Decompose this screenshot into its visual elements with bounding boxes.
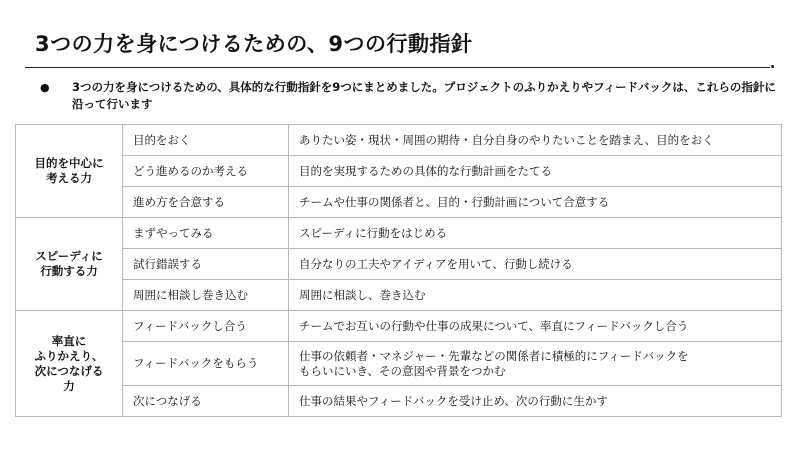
- table-row: [16, 218, 782, 249]
- action-cell: 進め方を合意する: [123, 187, 289, 218]
- divider-end-dot: [771, 65, 774, 68]
- description-cell: ありたい姿・現状・周囲の期待・自分自身のやりたいことを踏まえ、目的をおく: [289, 125, 782, 156]
- action-cell: 次につなげる: [123, 386, 289, 417]
- table-row: [16, 187, 782, 218]
- group-label-purpose: 目的を中心に 考える力: [16, 125, 123, 218]
- table-row: [16, 249, 782, 280]
- description-cell: チームや仕事の関係者と、目的・行動計画について合意する: [289, 187, 782, 218]
- description-cell: 仕事の依頼者・マネジャー・先輩などの関係者に積極的にフィードバックを もらいにいき、その意図や背景をつかむ: [289, 342, 782, 386]
- description-cell: 目的を実現するための具体的な行動計画をたてる: [289, 156, 782, 187]
- action-cell: 目的をおく: [123, 125, 289, 156]
- bullet-icon: ●: [40, 81, 50, 94]
- description-cell: 周囲に相談し、巻き込む: [289, 280, 782, 311]
- action-guideline-table: [15, 124, 782, 417]
- action-cell: まずやってみる: [123, 218, 289, 249]
- bullet-text: 3つの力を身につけるための、具体的な行動指針を9つにまとめました。プロジェクトのふりかえりやフィードバックは、これらの指針に沿って行います: [72, 80, 776, 111]
- table-row: [16, 311, 782, 342]
- action-cell: どう進めるのか考える: [123, 156, 289, 187]
- table-row: [16, 156, 782, 187]
- description-cell: 仕事の結果やフィードバックを受け止め、次の行動に生かす: [289, 386, 782, 417]
- description-cell: チームでお互いの行動や仕事の成果について、率直にフィードバックし合う: [289, 311, 782, 342]
- action-cell: フィードバックし合う: [123, 311, 289, 342]
- action-cell: 周囲に相談し巻き込む: [123, 280, 289, 311]
- action-cell: 試行錯誤する: [123, 249, 289, 280]
- description-cell: 自分なりの工夫やアイディアを用いて、行動し続ける: [289, 249, 782, 280]
- action-cell: フィードバックをもらう: [123, 342, 289, 386]
- slide-title: 3つの力を身につけるための、9つの行動指針: [35, 32, 473, 56]
- description-cell: スピーディに行動をはじめる: [289, 218, 782, 249]
- table-row: [16, 125, 782, 156]
- group-label-speed: スピーディに 行動する力: [16, 218, 123, 311]
- table-row: [16, 342, 782, 386]
- group-label-reflection: 率直に ふりかえり、 次につなげる 力: [16, 311, 123, 417]
- bullet-point: [40, 79, 780, 113]
- table-row: [16, 386, 782, 417]
- table-row: [16, 280, 782, 311]
- title-divider: [25, 67, 770, 68]
